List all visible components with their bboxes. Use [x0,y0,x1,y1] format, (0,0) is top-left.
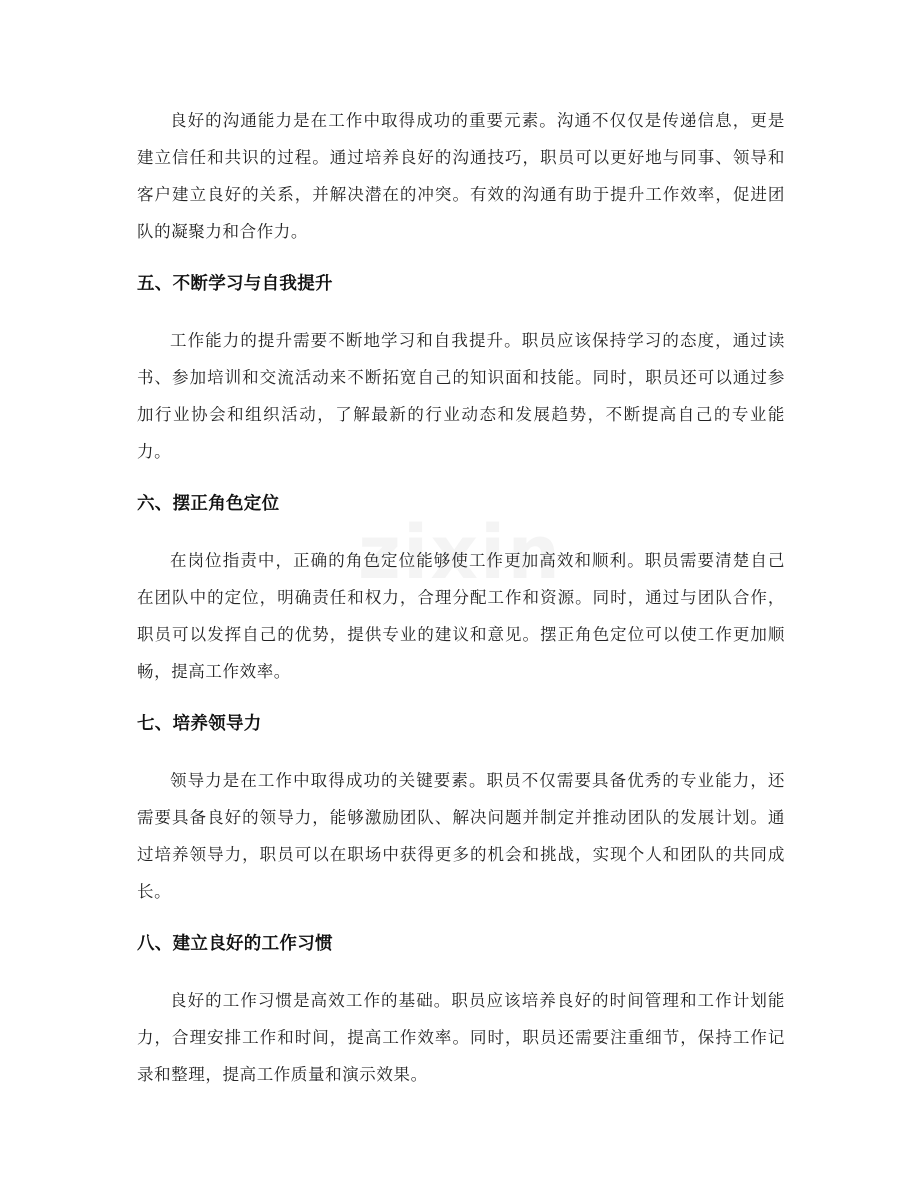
paragraph-habits: 良好的工作习惯是高效工作的基础。职员应该培养良好的时间管理和工作计划能力，合理安排工作和时间，提高工作效率。同时，职员还需要注重细节，保持工作记录和整理，提高工作质量和演示效果。 [137,991,785,1084]
paragraph-communication: 良好的沟通能力是在工作中取得成功的重要元素。沟通不仅仅是传递信息，更是建立信任和共识的过程。通过培养良好的沟通技巧，职员可以更好地与同事、领导和客户建立良好的关系，并解决潜在的冲突。有效的沟通有助于提升工作效率，促进团队的凝聚力和合作力。 [137,111,785,241]
heading-section-7: 七、培养领导力 [137,714,262,734]
paragraph-learning: 工作能力的提升需要不断地学习和自我提升。职员应该保持学习的态度，通过读书、参加培训和交流活动来不断拓宽自己的知识面和技能。同时，职员还可以通过参加行业协会和组织活动，了解最新的行业动态和发展趋势，不断提高自己的专业能力。 [137,331,785,461]
heading-section-8: 八、建立良好的工作习惯 [137,934,333,954]
heading-section-6: 六、摆正角色定位 [137,494,280,514]
document-body [137,102,785,1111]
heading-section-5: 五、不断学习与自我提升 [137,274,333,294]
paragraph-leadership: 领导力是在工作中取得成功的关键要素。职员不仅需要具备优秀的专业能力，还需要具备良好的领导力，能够激励团队、解决问题并制定并推动团队的发展计划。通过培养领导力，职员可以在职场中获得更多的机会和挑战，实现个人和团队的共同成长。 [137,771,785,901]
paragraph-role: 在岗位指责中，正确的角色定位能够使工作更加高效和顺利。职员需要清楚自己在团队中的定位，明确责任和权力，合理分配工作和资源。同时，通过与团队合作，职员可以发挥自己的优势，提供专业的建议和意见。摆正角色定位可以使工作更加顺畅，提高工作效率。 [137,551,785,681]
